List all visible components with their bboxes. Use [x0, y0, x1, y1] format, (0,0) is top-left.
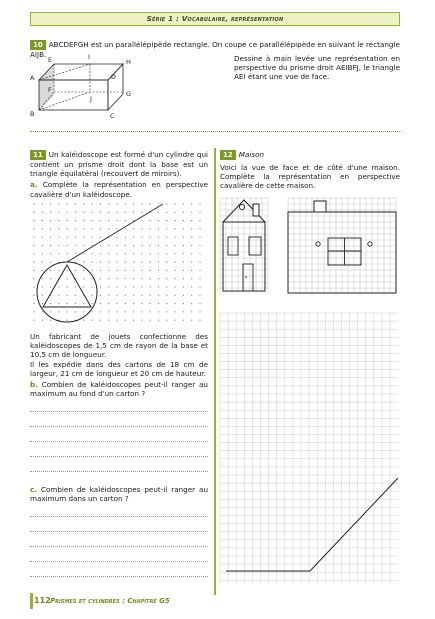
- answer-line[interactable]: [30, 456, 208, 457]
- side-view-grid: [288, 198, 396, 293]
- vertex-label: C: [110, 112, 115, 120]
- vertex-label: A: [30, 74, 35, 82]
- exercise-number: 12: [220, 150, 236, 160]
- section-separator: [30, 131, 402, 132]
- exercise-12: [220, 150, 400, 191]
- exercise-12-heading: 12 Maison: [220, 150, 400, 160]
- series-header: Série 1 : Vocabulaire, représentation: [30, 12, 400, 26]
- vertex-label: D: [111, 73, 117, 81]
- problem-statement-2: Il les expédie dans des cartons de 18 cm de largeur, 21 cm de longueur et 20 cm de hauteur.: [30, 360, 208, 379]
- answer-line[interactable]: [30, 546, 208, 547]
- dot-grid: [30, 200, 208, 330]
- vertex-label: J: [90, 95, 92, 103]
- answer-line[interactable]: [30, 531, 208, 532]
- answer-line[interactable]: [30, 426, 208, 427]
- vertex-label: H: [126, 58, 131, 66]
- drawing-grid[interactable]: [220, 313, 398, 583]
- answer-line[interactable]: [30, 516, 208, 517]
- vertex-label: I: [88, 53, 90, 61]
- parallelepiped-figure: [28, 52, 148, 124]
- question-c: c. Combien de kaléidoscopes peut-il ranger au maximum dans un carton ?: [30, 485, 208, 504]
- answer-line[interactable]: [30, 561, 208, 562]
- vertex-label: G: [126, 90, 132, 98]
- exercise-11-intro: 11 Un kaléidoscope est formé d'un cylindre qui contient un prisme droit dont la base est un triangle équilatéral (recouvert de miroirs).: [30, 150, 208, 179]
- page-number: 112: [34, 596, 51, 605]
- question-b: b. Combien de kaléidoscopes peut-il ranger au maximum au fond d'un carton ?: [30, 380, 208, 399]
- column-divider: [214, 148, 216, 595]
- answer-line[interactable]: [30, 471, 208, 472]
- answer-line[interactable]: [30, 441, 208, 442]
- exercise-number: 10: [30, 40, 46, 50]
- answer-line[interactable]: [30, 576, 208, 577]
- vertex-label: B: [30, 110, 35, 118]
- question-a: a. Complète la représentation en perspective cavalière d'un kaléidoscope.: [30, 180, 208, 199]
- exercise-number: 11: [30, 150, 46, 160]
- problem-statement: Un fabricant de jouets confectionne des kaléidoscopes de 1,5 cm de rayon de la base et 10,5 cm de longueur.: [30, 332, 208, 360]
- exercise-10-statement: ABCDEFGH est un parallélépipède rectangle. On coupe ce parallélépipède en suivant le rectangle AIJB.: [30, 40, 400, 59]
- vertex-label: E: [48, 56, 53, 64]
- chapter-title: Prismes et cylindres : Chapitre G5: [50, 597, 170, 605]
- answer-line[interactable]: [30, 411, 208, 412]
- exercise-12-text: Voici la vue de face et de côté d'une maison. Complète la représentation en perspective cavalière de cette maison.: [220, 163, 400, 191]
- exercise-10-instruction: Dessine à main levée une représentation en perspective du prisme droit AEIBFJ, le triangle AEI étant une vue de face.: [234, 54, 400, 82]
- front-view-grid: [220, 198, 280, 293]
- footer-accent: [30, 593, 33, 609]
- vertex-label: F: [48, 86, 52, 94]
- exercise-11: [30, 150, 208, 199]
